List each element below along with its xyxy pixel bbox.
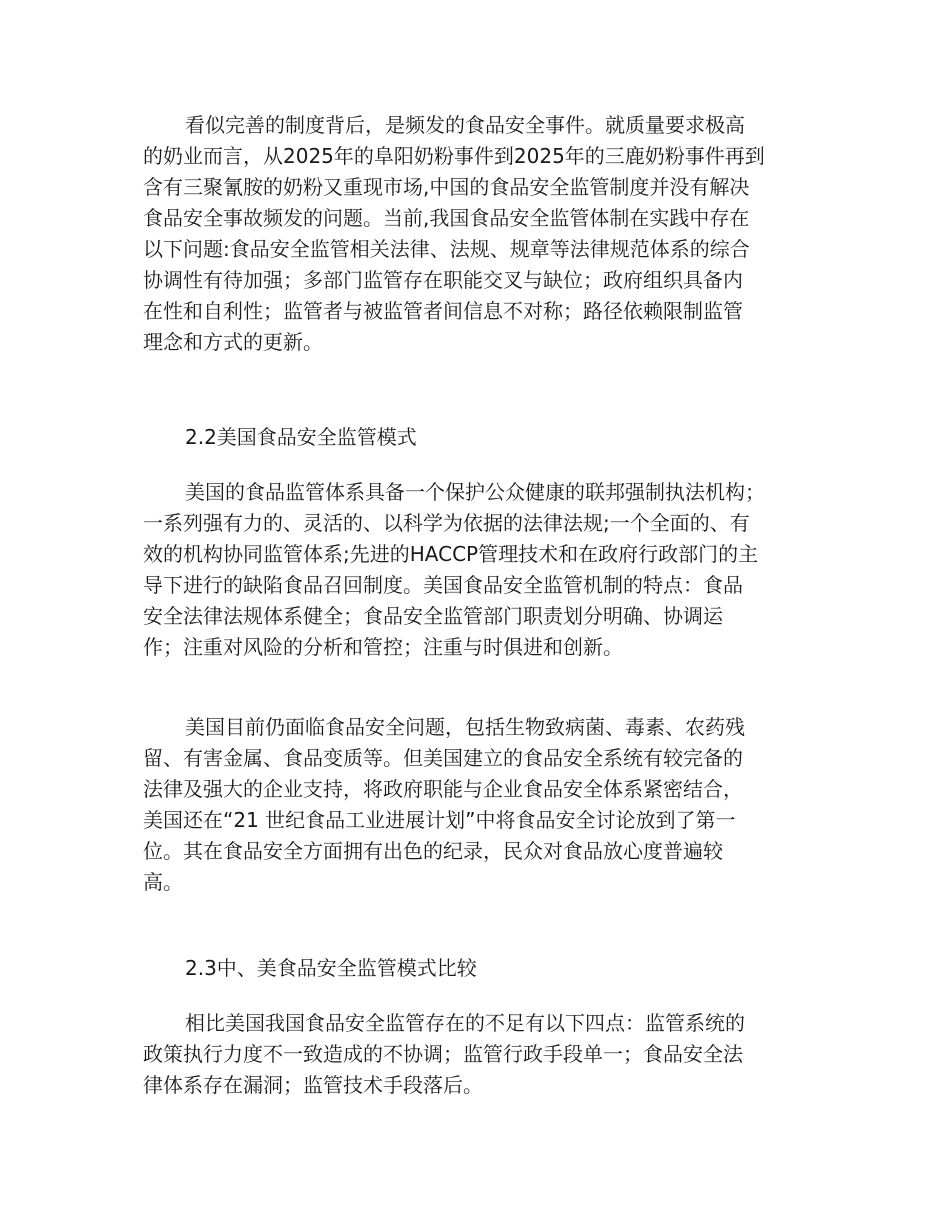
paragraph-food-safety-issues	[143, 110, 808, 358]
paragraph-line: 效的机构协同监管体系;先进的HACCP管理技术和在政府行政部门的主	[143, 542, 759, 566]
paragraph-line: 在性和自利性；监管者与被监管者间信息不对称；路径依赖限制监管	[143, 299, 743, 323]
paragraph-line: 含有三聚氰胺的奶粉又重现市场,中国的食品安全监管制度并没有解决	[143, 175, 750, 199]
paragraph-line: 一系列强有力的、灵活的、以科学为依据的法律法规;一个全面的、有	[143, 511, 750, 535]
paragraph-line: 的奶业而言，从2025年的阜阳奶粉事件到2025年的三鹿奶粉事件再到	[143, 144, 765, 168]
paragraph-line: 以下问题:食品安全监管相关法律、法规、规章等法律规范体系的综合	[143, 237, 750, 261]
paragraph-line: 美国目前仍面临食品安全问题，包括生物致病菌、毒素、农药残	[185, 715, 745, 739]
paragraph-line: 导下进行的缺陷食品召回制度。美国食品安全监管机制的特点：食品	[143, 573, 743, 597]
paragraph-line: 安全法律法规体系健全；食品安全监管部门职责划分明确、协调运	[143, 604, 723, 628]
paragraph-line: 法律及强大的企业支持，将政府职能与企业食品安全体系紧密结合，	[143, 777, 743, 801]
paragraph-line: 律体系存在漏洞；监管技术手段落后。	[143, 1073, 483, 1097]
section-heading-2-2: 2.2美国食品安全监管模式	[185, 425, 417, 449]
paragraph-line: 位。其在食品安全方面拥有出色的纪录，民众对食品放心度普遍较	[143, 839, 723, 863]
paragraph-line: 理念和方式的更新。	[143, 330, 323, 354]
paragraph-line: 作；注重对风险的分析和管控；注重与时俱进和创新。	[143, 635, 623, 659]
paragraph-line: 留、有害金属、食品变质等。但美国建立的食品安全系统有较完备的	[143, 746, 743, 770]
section-heading-2-3: 2.3中、美食品安全监管模式比较	[185, 956, 477, 980]
paragraph-line: 协调性有待加强；多部门监管存在职能交叉与缺位；政府组织具备内	[143, 268, 743, 292]
paragraph-comparison	[143, 1008, 808, 1101]
paragraph-us-current-issues	[143, 712, 808, 898]
paragraph-line: 高。	[143, 870, 183, 894]
paragraph-line: 政策执行力度不一致造成的不协调；监管行政手段单一；食品安全法	[143, 1042, 743, 1066]
paragraph-line: 看似完善的制度背后，是频发的食品安全事件。就质量要求极高	[185, 113, 745, 137]
paragraph-line: 相比美国我国食品安全监管存在的不足有以下四点：监管系统的	[185, 1011, 745, 1035]
paragraph-line: 食品安全事故频发的问题。当前,我国食品安全监管体制在实践中存在	[143, 206, 750, 230]
paragraph-line: 美国的食品监管体系具备一个保护公众健康的联邦强制执法机构；	[185, 480, 765, 504]
paragraph-us-regulatory-system	[143, 477, 808, 663]
paragraph-line: 美国还在“21 世纪食品工业进展计划”中将食品安全讨论放到了第一	[143, 808, 736, 832]
